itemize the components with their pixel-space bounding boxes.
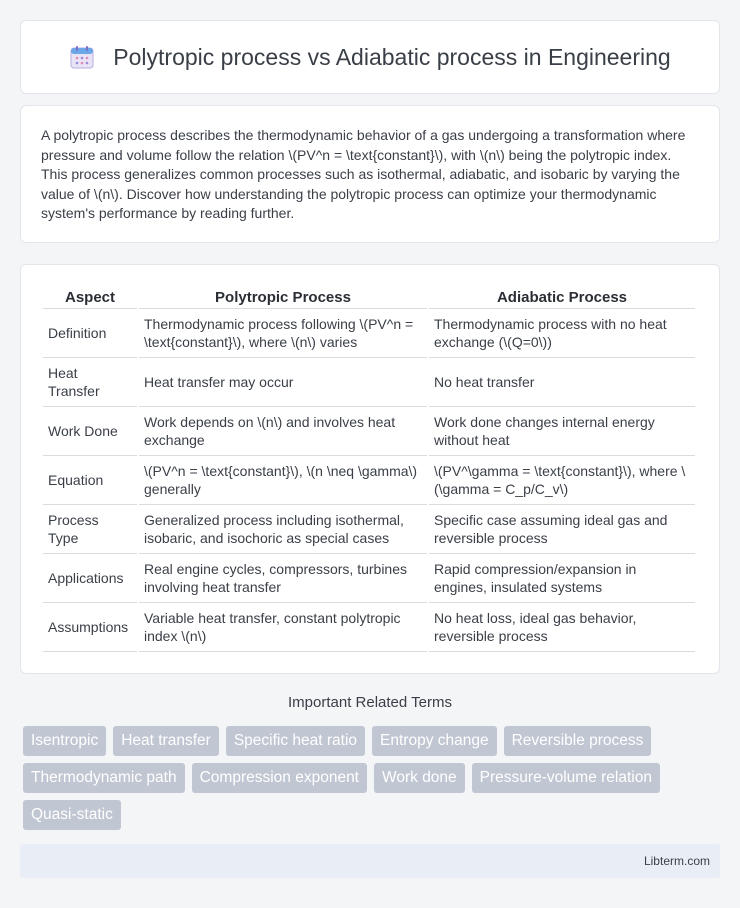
table-row (43, 456, 695, 505)
table-row (43, 309, 695, 358)
polytropic-cell: Heat transfer may occur (139, 358, 427, 407)
related-terms-title: Important Related Terms (288, 694, 452, 711)
column-header-adiabatic: Adiabatic Process (429, 287, 695, 309)
polytropic-cell: Variable heat transfer, constant polytropic index \(n\) (139, 603, 427, 652)
calendar-icon (69, 44, 95, 70)
aspect-cell: Definition (43, 309, 137, 358)
aspect-cell: Process Type (43, 505, 137, 554)
column-header-polytropic: Polytropic Process (139, 287, 427, 309)
related-terms-tags (23, 726, 723, 830)
column-header-aspect: Aspect (43, 287, 137, 309)
intro-text: A polytropic process describes the thermodynamic behavior of a gas undergoing a transformation where pressure and volume follow the relation \(PV^n = \text{constant}\), with \(n\) being the polytropic index. This process generalizes common processes such as isothermal, adiabatic, and isobaric by varying the value of \(n\). Discover how understanding the polytropic process can optimize your thermodynamic system's performance by reading further. (41, 127, 686, 221)
polytropic-cell: Generalized process including isothermal, isobaric, and isochoric as special cases (139, 505, 427, 554)
aspect-cell: Equation (43, 456, 137, 505)
polytropic-cell: Thermodynamic process following \(PV^n = \text{constant}\), where \(n\) varies (139, 309, 427, 358)
page-title: Polytropic process vs Adiabatic process in Engineering (113, 43, 671, 70)
adiabatic-cell: Thermodynamic process with no heat exchange (\(Q=0\)) (429, 309, 695, 358)
adiabatic-cell: \(PV^\gamma = \text{constant}\), where \(\gamma = C_p/C_v\) (429, 456, 695, 505)
adiabatic-cell: No heat transfer (429, 358, 695, 407)
related-term-tag[interactable]: Entropy change (372, 726, 497, 756)
table-row (43, 505, 695, 554)
polytropic-cell: Work depends on \(n\) and involves heat exchange (139, 407, 427, 456)
polytropic-cell: Real engine cycles, compressors, turbines involving heat transfer (139, 554, 427, 603)
table-row (43, 407, 695, 456)
aspect-cell: Work Done (43, 407, 137, 456)
related-term-tag[interactable]: Quasi-static (23, 800, 121, 830)
related-term-tag[interactable]: Compression exponent (192, 763, 367, 793)
adiabatic-cell: Specific case assuming ideal gas and reversible process (429, 505, 695, 554)
aspect-cell: Assumptions (43, 603, 137, 652)
adiabatic-cell: Work done changes internal energy without heat (429, 407, 695, 456)
related-term-tag[interactable]: Work done (374, 763, 465, 793)
related-term-tag[interactable]: Isentropic (23, 726, 106, 756)
polytropic-cell: \(PV^n = \text{constant}\), \(n \neq \gamma\) generally (139, 456, 427, 505)
aspect-cell: Heat Transfer (43, 358, 137, 407)
header-card (20, 20, 720, 94)
comparison-table (41, 287, 697, 652)
table-row (43, 554, 695, 603)
adiabatic-cell: Rapid compression/expansion in engines, insulated systems (429, 554, 695, 603)
table-header-row (43, 287, 695, 309)
related-term-tag[interactable]: Specific heat ratio (226, 726, 365, 756)
aspect-cell: Applications (43, 554, 137, 603)
table-row (43, 358, 695, 407)
related-term-tag[interactable]: Reversible process (504, 726, 652, 756)
adiabatic-cell: No heat loss, ideal gas behavior, reversible process (429, 603, 695, 652)
footer-brand-link[interactable]: Libterm.com (643, 854, 710, 868)
footer (20, 844, 720, 878)
intro-card (20, 105, 720, 243)
related-term-tag[interactable]: Thermodynamic path (23, 763, 185, 793)
related-term-tag[interactable]: Pressure-volume relation (472, 763, 660, 793)
comparison-table-card (20, 264, 720, 674)
related-term-tag[interactable]: Heat transfer (113, 726, 219, 756)
table-row (43, 603, 695, 652)
